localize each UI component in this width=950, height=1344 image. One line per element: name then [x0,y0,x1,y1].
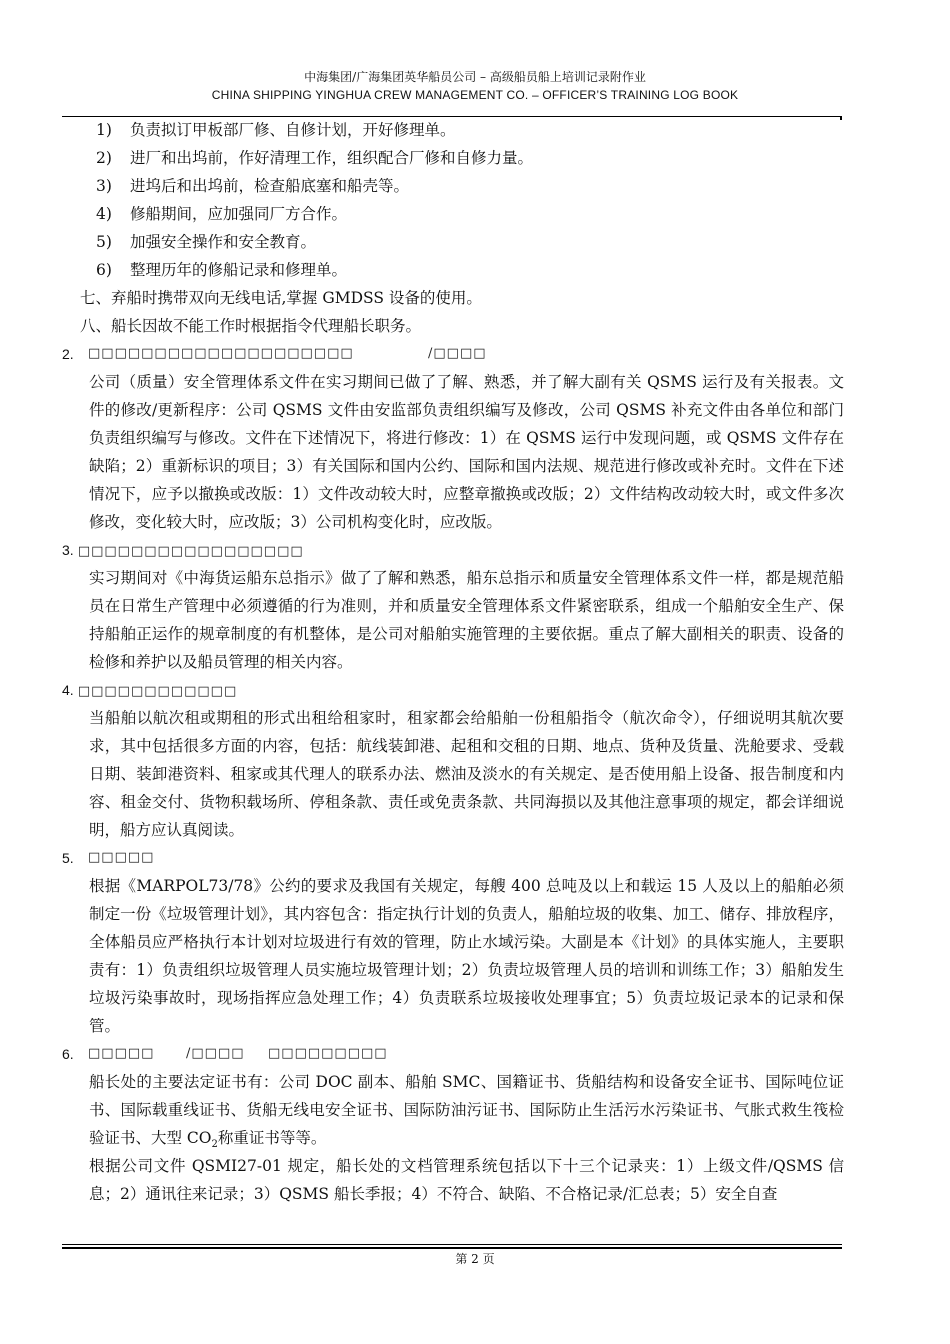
list-item [62,228,844,256]
section-number: 3. [62,542,74,558]
section-heading-text: □□□□□□□□□□□□□□□□□□□□ [88,346,354,361]
list-item-text: 进坞后和出坞前，检查船底塞和船壳等。 [130,177,410,195]
duty-item-8: 八、船长因故不能工作时根据指令代理船长职务。 [80,317,422,335]
section-heading-5 [62,844,844,872]
list-item [62,200,844,228]
section-paragraph [62,1068,844,1152]
list-item-text: 整理历年的修船记录和修理单。 [130,261,348,279]
document-body [62,116,844,1208]
list-item-number: 2) [96,149,112,167]
section-number: 5. [62,850,74,866]
list-item-number: 1) [96,121,112,139]
paragraph-text: 船长处的主要法定证书有：公司 DOC 副本、船舶 SMC、国籍证书、货船结构和设备安全证书、国际吨位证书、国际载重线证书、货船无线电安全证书、国际防油污证书、国际防止生活污水污染证书、气胀式救生筏检验证书、大型 CO [89,1073,844,1147]
page-header [0,68,950,104]
section-heading-text-part: □□□□□□□□□ [268,1046,388,1061]
section-paragraph: 公司（质量）安全管理体系文件在实习期间已做了了解、熟悉，并了解大副有关 QSMS 运行及有关报表。文件的修改/更新程序：公司 QSMS 文件由安监部负责组织编写及修改，公司 QSMS 补充文件由各单位和部门负责组织编写与修改。文件在下述情况下，将进行修改：1）在 QSMS 运行中发现问题，或 QSMS 文件存在缺陷；2）重新标识的项目；3）有关国际和国内公约、国际和国内法规、规范进行修改或补充时。文件在下述情况下，应予以撤换或改版：1）文件改动较大时，应整章撤换或改版；2）文件结构改动较大时，或文件多次修改，变化较大时，应改版；3）公司机构变化时，应改版。 [89,373,844,531]
section-heading-text-part: /□□□□ [186,1046,245,1061]
section-paragraph: 根据《MARPOL73/78》公约的要求及我国有关规定，每艘 400 总吨及以上和载运 15 人及以上的船舶必须制定一份《垃圾管理计划》，其内容包含：指定执行计划的负责人，船舶垃圾的收集、加工、储存、排放程序，全体船员应严格执行本计划对垃圾进行有效的管理，防止水域污染。大副是本《计划》的具体实施人，主要职责有：1）负责组织垃圾管理人员实施垃圾管理计划；2）负责垃圾管理人员的培训和训练工作；3）船舶发生垃圾污染事故时，现场指挥应急处理工作；4）负责联系垃圾接收处理事宜；5）负责垃圾记录本的记录和保管。 [89,877,844,1035]
section-paragraph: 当船舶以航次租或期租的形式出租给租家时，租家都会给船舶一份租船指令（航次命令），仔细说明其航次要求，其中包括很多方面的内容，包括：航线装卸港、起租和交租的日期、地点、货种及货量、洗舱要求、受载日期、装卸港资料、租家或其代理人的联系办法、燃油及淡水的有关规定、是否使用船上设备、报告制度和内容、租金交付、货物积载场所、停租条款、责任或免责条款、共同海损以及其他注意事项的规定，都会详细说明，船方应认真阅读。 [89,709,844,839]
section-heading-text: □□□□□□□□□□□□□□□□□ [77,544,304,559]
list-item [62,256,844,284]
list-item-number: 5) [96,233,112,251]
list-item [62,116,844,144]
header-title-en: CHINA SHIPPING YINGHUA CREW MANAGEMENT CO. – OFFICER’S TRAINING LOG BOOK [211,88,739,102]
section-heading-4 [62,676,844,704]
subscript-2: 2 [211,1139,218,1150]
section-heading-text: □□□□□ [88,850,155,865]
page-number: 第 2 页 [455,1252,495,1266]
list-item-number: 6) [96,261,112,279]
section-number: 2. [62,346,74,362]
list-item [62,172,844,200]
section-heading-text: □□□□□□□□□□□□ [77,684,238,699]
list-item-text: 进厂和出坞前，作好清理工作，组织配合厂修和自修力量。 [130,149,534,167]
list-item-text: 修船期间，应加强同厂方合作。 [130,205,348,223]
section-heading-6 [62,1040,844,1068]
footer-rule [62,1244,842,1245]
footer-rule-thick [62,1247,842,1249]
section-paragraph: 实习期间对《中海货运船东总指示》做了了解和熟悉，船东总指示和质量安全管理体系文件一样，都是规范船员在日常生产管理中必须遵循的行为准则，并和质量安全管理体系文件紧密联系，组成一个船舶安全生产、保持船舶正运作的规章制度的有机整体，是公司对船舶实施管理的主要依据。重点了解大副相关的职责、设备的检修和养护以及船员管理的相关内容。 [89,569,844,671]
section-heading-text: □□□□□ [88,1046,155,1061]
section-number: 4. [62,682,74,698]
list-item-text: 负责拟订甲板部厂修、自修计划，开好修理单。 [130,121,456,139]
list-item-number: 4) [96,205,112,223]
section-heading-text-part: /□□□□ [428,346,487,361]
paragraph-text-tail: 称重证书等等。 [217,1129,327,1147]
section-heading-2 [62,340,844,368]
section-paragraph: 根据公司文件 QSMI27-01 规定，船长处的文档管理系统包括以下十三个记录夹：1）上级文件/QSMS 信息；2）通讯往来记录；3）QSMS 船长季报；4）不符合、缺陷、不合格记录/汇总表；5）安全自查 [89,1157,844,1203]
section-heading-3 [62,536,844,564]
list-item-number: 3) [96,177,112,195]
duty-item-7: 七、弃船时携带双向无线电话,掌握 GMDSS 设备的使用。 [80,289,482,307]
header-title-cn: 中海集团/广海集团英华船员公司 – 高级船员船上培训记录附作业 [304,70,646,84]
list-item [62,144,844,172]
section-number: 6. [62,1046,74,1062]
list-item-text: 加强安全操作和安全教育。 [130,233,317,251]
